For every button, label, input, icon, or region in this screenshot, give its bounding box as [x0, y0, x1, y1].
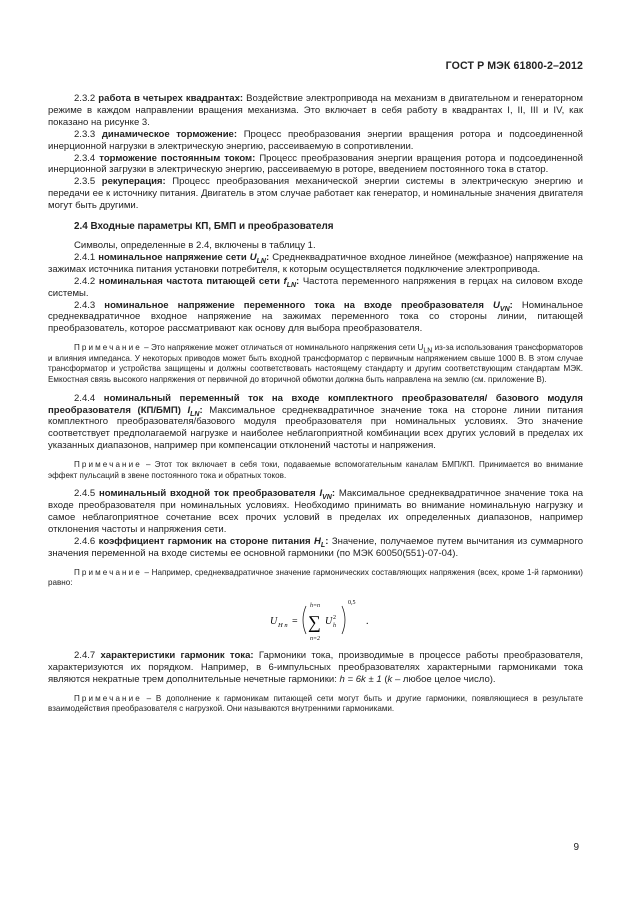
formula-term-sup: 2: [333, 614, 336, 621]
term: рекуперация:: [101, 176, 166, 188]
page-number: 9: [573, 842, 579, 853]
term: динамическое торможение:: [101, 128, 238, 140]
note-label: Примечание: [74, 567, 142, 577]
clause-2-4-2: 2.4.2 номинальная частота питающей сети $f_{LN}$: Частота переменного напряжения в герцах на силовом входе системы.: [48, 275, 583, 299]
note-label: Примечание: [74, 460, 142, 470]
clause-2-4-5: 2.4.5 номинальный входной ток преобразователя $I_{VN}$: Максимальное среднеквадратичное значение тока на входе преобразователя при номинальных условиях. Необходимо принимать во внимание номинальную нагрузку и самое неблагоприятное сочетание всех прочих условий в пределах их определенных диапазонов, например отклонения частоты и напряжения сети.: [48, 488, 584, 536]
formula-svg: [270, 596, 380, 644]
clause-2-4-6: 2.4.6 коэффициент гармоник на стороне питания $H_L$: Значение, получаемое путем вычитания из суммарного значения переменной на входе системы ее основной гармоники (по МЭК 60050(551)-07-04).: [48, 535, 584, 559]
formula-end: .: [366, 615, 369, 627]
clause-2-4-4: 2.4.4 номинальный переменный ток на входе комплектного преобразователя/ базового модуля преобразователя (КП/БМП) $I_{LN}$: Максимальное среднеквадратичное значение тока на стороне линии питания комплектного преобразователя/базового модуля преобразователя при номинальных условиях. Это значение соответствует предполагаемой нагрузке и наиболее неблагоприятной комбинации всех других условий в пределах их указанных диапазонов, например при компенсации отклонений частоты и напряжения.: [48, 392, 583, 452]
note-3: Примечание – Например, среднеквадратичное значение гармонических составляющих напряжения (всех, кроме 1-й гармоники) равно:: [48, 567, 583, 588]
standard-header: ГОСТ Р МЭК 61800-2–2012: [445, 60, 583, 72]
note-label: Примечание: [74, 693, 142, 703]
section-heading-2-4: 2.4 Входные параметры КП, БМП и преобразователя: [74, 221, 334, 233]
term: работа в четырех квадрантах:: [98, 93, 244, 104]
harmonic-formula: [48, 596, 583, 644]
clause-2-3-4: 2.3.4 торможение постоянным током: Процесс преобразования энергии вращения ротора и подсоединенной инерционной загрузки в электрическую энергию, рассеиваемую в роторе, введением постоянного тока в статор.: [48, 152, 584, 176]
section-intro: Символы, определенные в 2.4, включены в таблицу 1.: [74, 239, 316, 251]
clause-2-4-7: 2.4.7 характеристики гармоник тока: Гармоники тока, производимые в процессе работы преобразователя, характеризуются их порядком. Например, в 6-импульсных преобразователях характерными гармониками тока являются некратные трем дополнительные нечетные гармоники: h = 6k ± 1 (k – любое целое число).: [48, 649, 583, 685]
note-1: Примечание – Это напряжение может отличаться от номинального напряжения сети $U_{LN}$ из-за использования трансформаторов и влияния импеданса. У некоторых приводов может быть входной трансформатор с первичным напряжением свыше 1000 В. В этом случае трансформатор и устройства защищены и должны соответствовать настоящему стандарту и другим соответствующим стандартам МЭК. Емкостная связь высокого напряжения от первичной до вторичной обмотки должна быть направлена на землю (см. приложение В).: [48, 343, 583, 384]
formula-open-paren: [303, 606, 306, 634]
formula-lhs-sub: H n: [278, 621, 288, 629]
formula-lhs: U: [270, 615, 278, 627]
term: торможение постоянным током:: [99, 152, 256, 164]
note-label: Примечание: [74, 343, 142, 353]
formula-close-paren: [342, 606, 345, 634]
formula-equals: =: [292, 615, 298, 627]
formula-exponent: 0,5: [348, 599, 356, 606]
formula-term-sub: h: [333, 622, 336, 629]
formula-term: U: [325, 615, 333, 627]
note-4: Примечание – В дополнение к гармоникам питающей сети могут быть и другие гармоники, появляющиеся в результате взаимодействия преобразователя с нагрузкой. Они называются внутренними гармониками.: [48, 693, 583, 714]
clause-2-3-3: 2.3.3 динамическое торможение: Процесс преобразования энергии вращения ротора и подсоединенной инерционной нагрузки в электрическую энергию, рассеиваемую в сопротивлении.: [48, 128, 583, 152]
formula-upper-limit: h=n: [310, 602, 321, 609]
clause-2-3-2: 2.3.2 работа в четырех квадрантах: Воздействие электропривода на механизм в двигательном и генераторном режиме в каждом направлении вращения механизма. Это включает в себя работу в квадрантах I, II, III и IV, как показано на рисунке 3.: [48, 93, 583, 128]
note-2: Примечание – Этот ток включает в себя токи, подаваемые вспомогательным каналам БМП/КП. Принимается во внимание эффект пульсаций в звене постоянного тока и обратных токов.: [48, 460, 583, 480]
document-body: [48, 93, 583, 722]
clause-2-4-1: 2.4.1 номинальное напряжение сети $U_{LN}$: Среднеквадратичное входное линейное (межфазное) напряжение на зажимах источника питания установки потребителя, к которым осуществляется подключение электропривода.: [48, 251, 583, 275]
formula-sigma: ∑: [308, 611, 321, 632]
formula-lower-limit: n=2: [310, 635, 321, 642]
clause-2-4-3: 2.4.3 номинальное напряжение переменного тока на входе преобразователя $U_{VN}$: Номинальное среднеквадратичное входное напряжение на зажимах переменного тока со стороны линии, питающей преобразователь, которое рассматривают как основу для выбора преобразователя.: [48, 299, 584, 335]
clause-2-3-5: 2.3.5 рекуперация: Процесс преобразования механической энергии системы в электрическую энергию и передачи ее к источнику питания. Двигатель в этом случае работает как генератор, и номинальные значения двигателя могут быть другими.: [48, 176, 583, 212]
